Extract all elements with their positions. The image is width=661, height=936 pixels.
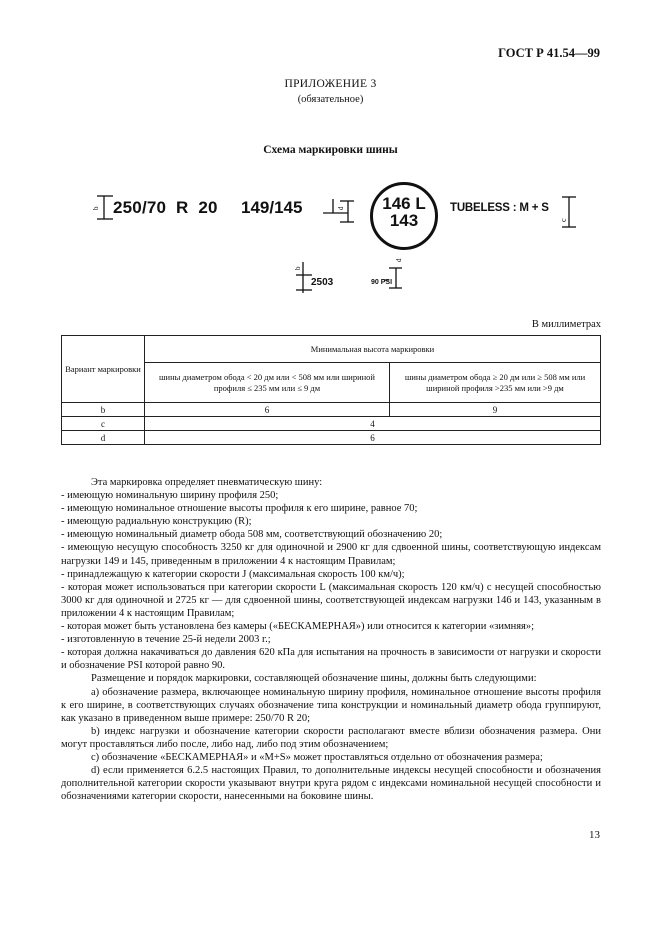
- body-paragraph: - принадлежащую к категории скорости J (максимальная скорость 100 км/ч);: [61, 568, 405, 580]
- body-paragraph: - имеющую номинальное отношение высоты профиля к его ширине, равное 70;: [61, 503, 418, 515]
- body-paragraph: b) индекс нагрузки и обозначение категории скорости располагают вместе вблизи обозначения размера. Они могут проставляться либо после, либо над, либо под этим обозначением;: [61, 725, 601, 750]
- unit-note: В миллиметрах: [531, 319, 601, 330]
- body-text: [61, 476, 601, 803]
- tubeless-marking: TUBELESS : M + S: [450, 202, 549, 214]
- table-row: [62, 403, 601, 417]
- header-min-height: Минимальная высота маркировки: [145, 336, 601, 363]
- row-value-large: 9: [390, 403, 601, 417]
- psi-marking: 90 PSI: [371, 279, 393, 286]
- dim-label-d2: d: [395, 258, 403, 262]
- page-number: 13: [589, 829, 600, 841]
- dim-label-d: d: [337, 206, 345, 210]
- row-variant: b: [62, 403, 145, 417]
- row-value-small: 6: [145, 403, 390, 417]
- circle-top-text: 146 L: [382, 194, 426, 213]
- header-variant: Вариант маркировки: [62, 336, 145, 403]
- body-paragraph: - имеющую несущую способность 3250 кг для одиночной и 2900 кг для сдвоенной шины, соответствующую индексам нагрузки 149 и 145, приведенным в приложении 4 к настоящим Правилам;: [61, 542, 601, 567]
- body-paragraph: d) если применяется 6.2.5 настоящих Правил, то дополнительные индексы несущей способности и обозначения дополнительной категории скорости указывают внутри круга рядом с индексами номинальной несущей способности и обозначениями категории скорости, нанесенными на боковине шины.: [61, 765, 601, 803]
- load-speed-marking: 149/145: [241, 198, 303, 217]
- body-paragraph: - имеющую номинальную ширину профиля 250;: [61, 490, 279, 502]
- row-value-merged: 6: [145, 431, 601, 445]
- table-row: [62, 431, 601, 445]
- body-paragraph: - которая может быть установлена без камеры («БЕСКАМЕРНАЯ») или относится к категории «зимняя»;: [61, 621, 535, 633]
- table-row: [62, 417, 601, 431]
- appendix-title: ПРИЛОЖЕНИЕ 3: [284, 78, 377, 90]
- row-variant: c: [62, 417, 145, 431]
- dim-label-b2: b: [294, 266, 302, 270]
- appendix-subtitle: (обязательное): [297, 94, 364, 105]
- header-small-tires: шины диаметром обода < 20 дм или < 508 мм или шириной профиля ≤ 235 мм или ≤ 9 дм: [145, 363, 390, 403]
- scheme-title: Схема маркировки шины: [263, 144, 398, 156]
- body-paragraph: - изготовленную в течение 25-й недели 2003 г.;: [61, 634, 271, 646]
- body-paragraph: - имеющую номинальный диаметр обода 508 мм, соответствующий обозначению 20;: [61, 529, 443, 541]
- row-variant: d: [62, 431, 145, 445]
- row-value-merged: 4: [145, 417, 601, 431]
- date-code-marking: 2503: [311, 277, 334, 288]
- additional-index-circle: [370, 182, 438, 250]
- dim-label-b: b: [92, 206, 100, 210]
- body-paragraph: - которая должна накачиваться до давления 620 кПа для испытания на прочность в зависимости от нагрузки и скорости и обозначение PSI которой равно 90.: [61, 647, 601, 672]
- body-paragraph: - имеющую радиальную конструкцию (R);: [61, 516, 252, 528]
- marking-height-table: [61, 335, 601, 445]
- marking-scheme-drawing: [0, 0, 661, 320]
- dim-label-c: c: [559, 218, 568, 222]
- body-paragraph: Эта маркировка определяет пневматическую шину:: [91, 477, 323, 488]
- body-paragraph: а) обозначение размера, включающее номинальную ширину профиля, номинальное отношение высоты профиля к его ширине, в соответствующих случаях обозначение типа конструкции и номинальный диаметр обода группируют, как указано в приведенном выше примере: 250/70 R 20;: [61, 686, 601, 724]
- body-paragraph: с) обозначение «БЕСКАМЕРНАЯ» и «M+S» может проставляться отдельно от обозначения размера;: [91, 751, 543, 763]
- body-paragraph: Размещение и порядок маркировки, составляющей обозначение шины, должны быть следующими:: [91, 673, 537, 685]
- circle-bottom-text: 143: [389, 211, 419, 230]
- body-paragraph: - которая может использоваться при категории скорости L (максимальная скорость 120 км/ч) с несущей способностью 3000 кг для одиночной и 2725 кг — для сдвоенной шины, соответствующей индексам нагрузки 146 и 143, указанным в приложении 4 к настоящим Правилам;: [61, 581, 601, 619]
- document-code: ГОСТ Р 41.54—99: [498, 46, 600, 60]
- header-large-tires: шины диаметром обода ≥ 20 дм или ≥ 508 мм или шириной профиля >235 мм или >9 дм: [390, 363, 601, 403]
- size-marking: 250/70 R 20: [113, 198, 218, 217]
